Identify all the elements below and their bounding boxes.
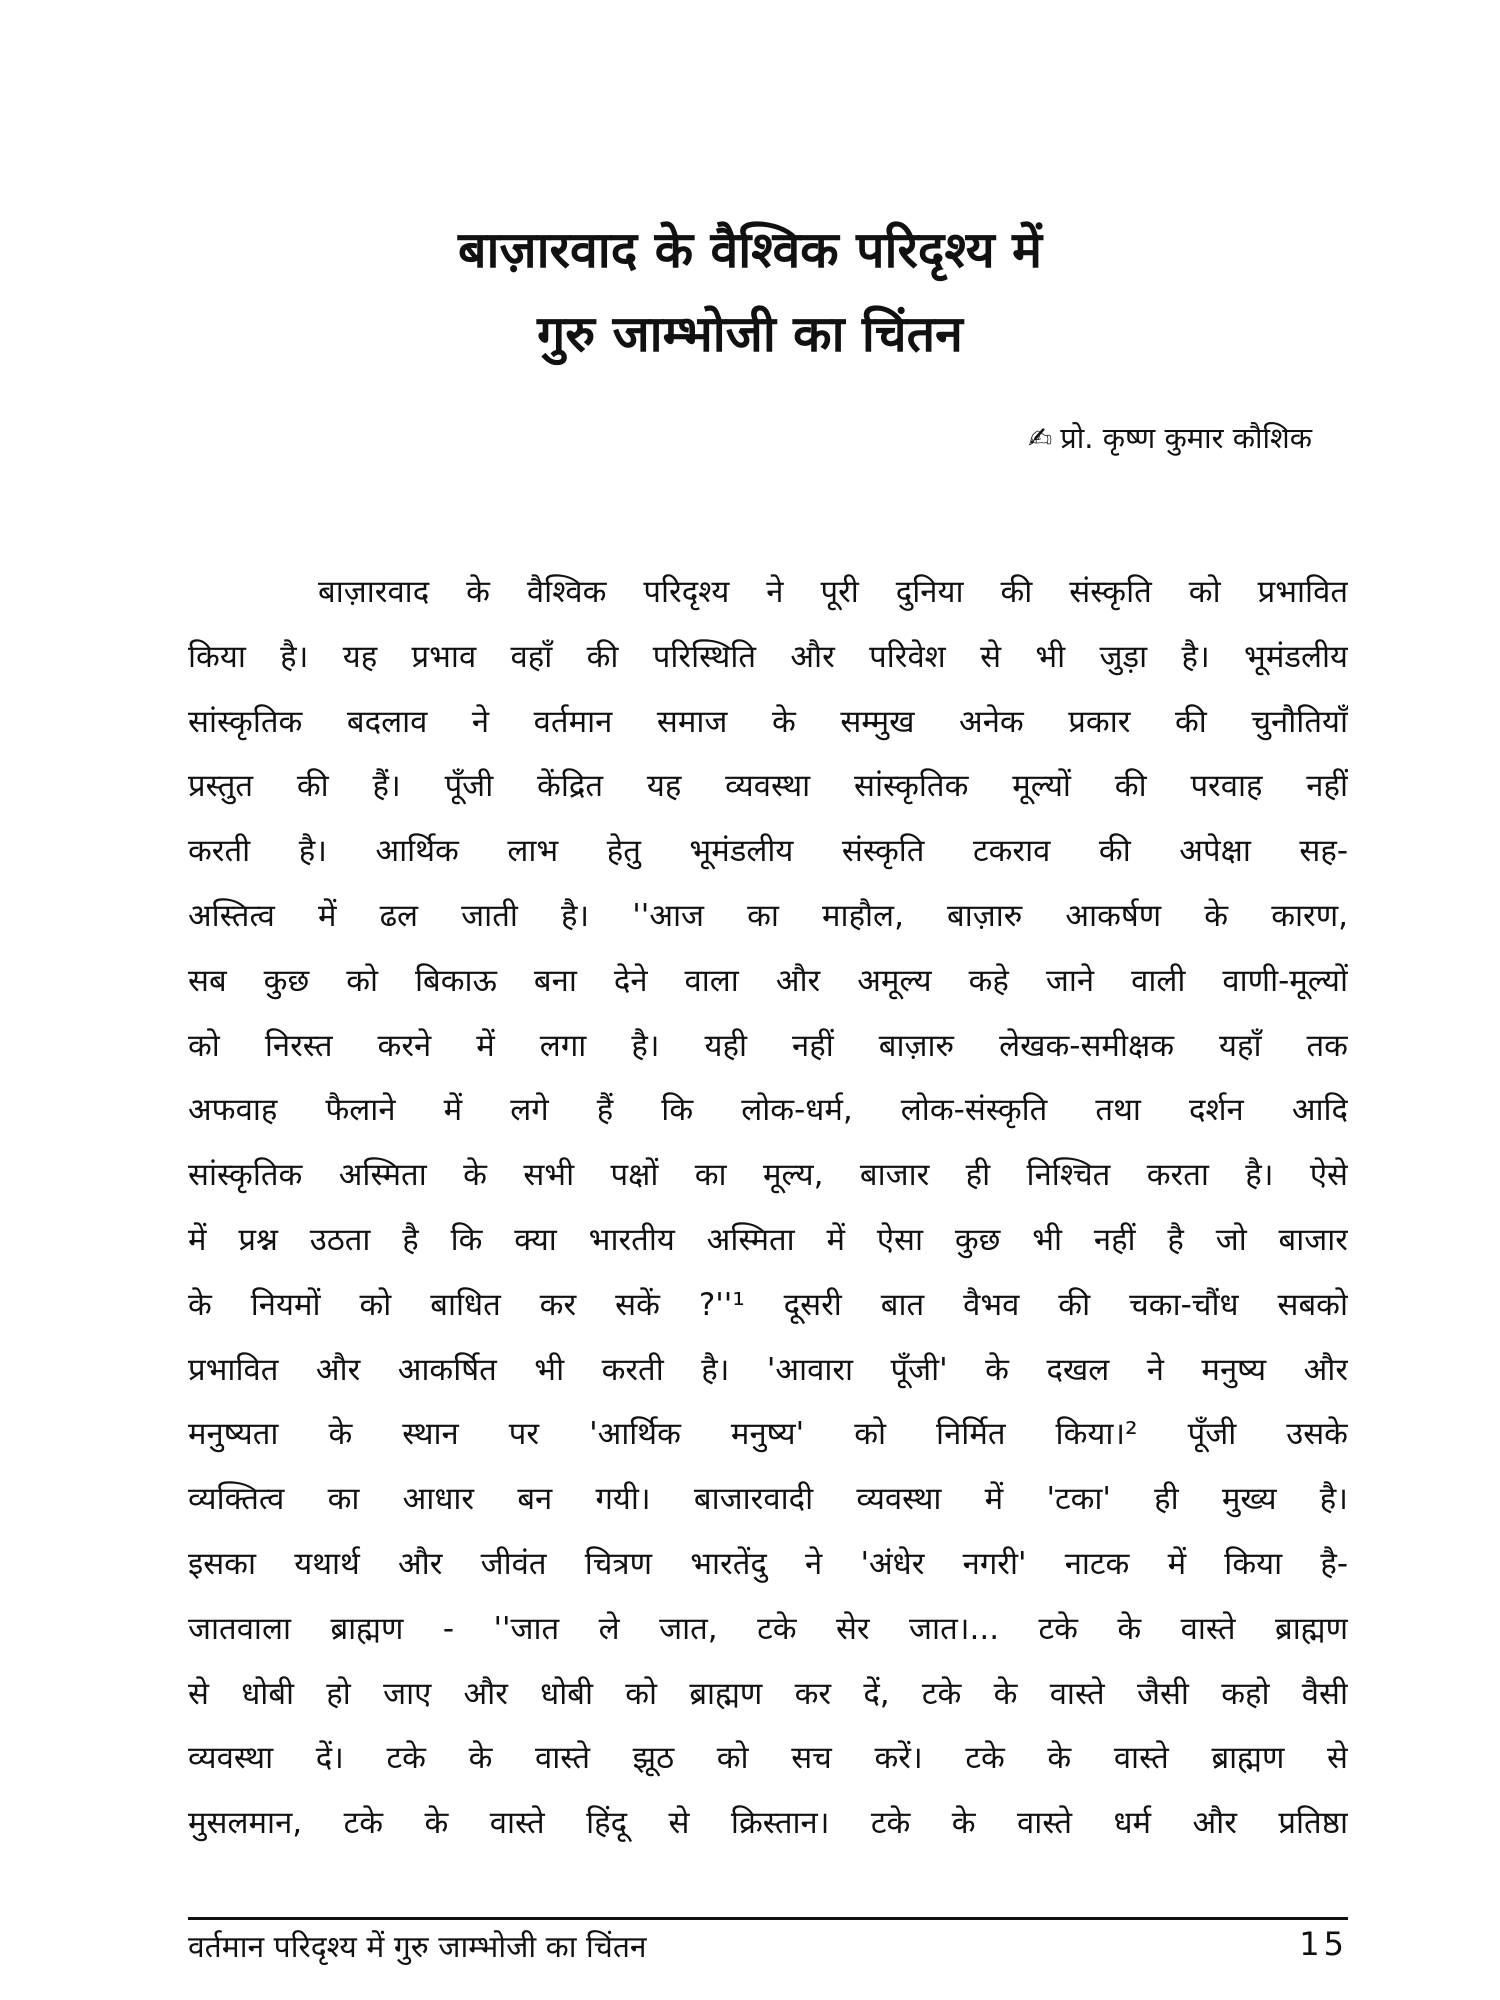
chapter-title-line-1: बाज़ारवाद के वैश्विक परिदृश्य में bbox=[457, 221, 1043, 279]
running-footer-title: वर्तमान परिदृश्य में गुरु जाम्भोजी का चिंतन bbox=[188, 1930, 647, 1965]
body-line: से धोबी हो जाए और धोबी को ब्राह्मण कर दें, टके के वास्ते जैसी कहो वैसी bbox=[188, 1675, 1348, 1712]
author-byline bbox=[1028, 418, 1312, 457]
body-line: करती है। आर्थिक लाभ हेतु भूमंडलीय संस्कृति टकराव की अपेक्षा सह- bbox=[188, 833, 1348, 870]
body-line: प्रस्तुत की हैं। पूँजी केंद्रित यह व्यवस्था सांस्कृतिक मूल्यों की परवाह नहीं bbox=[188, 768, 1348, 805]
body-line: अफवाह फैलाने में लगे हैं कि लोक-धर्म, लोक-संस्कृति तथा दर्शन आदि bbox=[188, 1092, 1348, 1129]
body-line: मुसलमान, टके के वास्ते हिंदू से क्रिस्तान। टके के वास्ते धर्म और प्रतिष्ठा bbox=[188, 1805, 1348, 1842]
body-line: प्रभावित और आकर्षित भी करती है। 'आवारा पूँजी' के दखल ने मनुष्य और bbox=[188, 1351, 1348, 1388]
body-line: इसका यथार्थ और जीवंत चित्रण भारतेंदु ने 'अंधेर नगरी' नाटक में किया है- bbox=[188, 1545, 1348, 1582]
body-line: मनुष्यता के स्थान पर 'आर्थिक मनुष्य' को निर्मित किया।² पूँजी उसके bbox=[188, 1416, 1348, 1453]
body-line: सांस्कृतिक अस्मिता के सभी पक्षों का मूल्य, बाजार ही निश्चित करता है। ऐसे bbox=[188, 1157, 1348, 1194]
chapter-title bbox=[0, 208, 1500, 376]
body-line: व्यक्तित्व का आधार बन गयी। बाजारवादी व्यवस्था में 'टका' ही मुख्य है। bbox=[188, 1481, 1348, 1518]
body-line: के नियमों को बाधित कर सकें ?''¹ दूसरी बात वैभव की चका-चौंध सबको bbox=[188, 1286, 1348, 1323]
author-name: प्रो. कृष्ण कुमार कौशिक bbox=[1060, 421, 1312, 455]
body-line: व्यवस्था दें। टके के वास्ते झूठ को सच करें। टके के वास्ते ब्राह्मण से bbox=[188, 1740, 1348, 1777]
body-line: सांस्कृतिक बदलाव ने वर्तमान समाज के सम्मुख अनेक प्रकार की चुनौतियाँ bbox=[188, 703, 1348, 740]
body-line: अस्तित्व में ढल जाती है। ''आज का माहौल, बाज़ारु आकर्षण के कारण, bbox=[188, 897, 1348, 934]
footer-divider bbox=[188, 1917, 1348, 1920]
body-line: बाज़ारवाद के वैश्विक परिदृश्य ने पूरी दुनिया की संस्कृति को प्रभावित bbox=[318, 574, 1348, 610]
pen-icon: ✍ bbox=[1027, 421, 1053, 455]
body-line: सब कुछ को बिकाऊ बना देने वाला और अमूल्य कहे जाने वाली वाणी-मूल्यों bbox=[188, 962, 1348, 999]
chapter-title-line-2: गुरु जाम्भोजी का चिंतन bbox=[537, 305, 963, 363]
page-number: 15 bbox=[1299, 1925, 1348, 1963]
body-line: किया है। यह प्रभाव वहाँ की परिस्थिति और परिवेश से भी जुड़ा है। भूमंडलीय bbox=[188, 638, 1348, 675]
body-line: जातवाला ब्राह्मण - ''जात ले जात, टके सेर जात।... टके के वास्ते ब्राह्मण bbox=[188, 1610, 1348, 1647]
body-line: को निरस्त करने में लगा है। यही नहीं बाज़ारु लेखक-समीक्षक यहाँ तक bbox=[188, 1027, 1348, 1064]
body-line: में प्रश्न उठता है कि क्या भारतीय अस्मिता में ऐसा कुछ भी नहीं है जो बाजार bbox=[188, 1221, 1348, 1258]
body-paragraph bbox=[188, 560, 1348, 1856]
